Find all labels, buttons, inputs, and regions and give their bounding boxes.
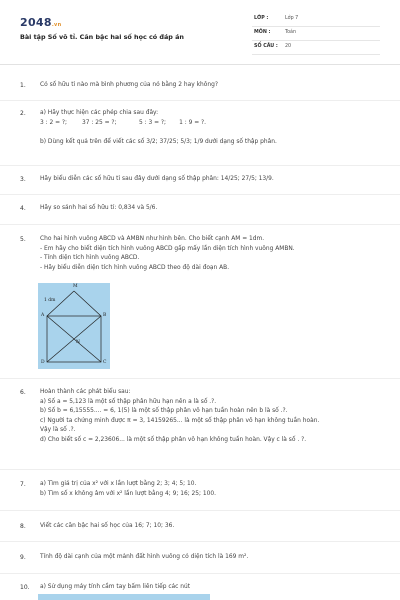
question-line: - Tính diện tích hình vuông ABCD.: [40, 255, 140, 261]
meta-value: Lớp 7: [285, 16, 299, 21]
logo-suffix: .vn: [51, 22, 62, 28]
meta-table: [252, 13, 380, 55]
divider: [0, 165, 400, 166]
question-line: Viết các căn bậc hai số học của 16; 7; 10; 36.: [40, 523, 175, 529]
question-line: d) Cho biết số c = 2,23606... là một số thập phân vô hạn không tuần hoàn. Vậy c là số . ?.: [40, 436, 307, 443]
header-divider: [0, 64, 400, 65]
question-number: 8.: [20, 523, 26, 530]
question-line: Vậy là số .?.: [40, 427, 76, 433]
question-line: [40, 129, 385, 139]
calculator-image-strip: [38, 594, 210, 600]
divider: [0, 541, 400, 542]
question-number: 9.: [20, 554, 26, 561]
divider: [0, 378, 400, 379]
meta-value: Toán: [285, 30, 297, 35]
question-number: 4.: [20, 205, 26, 212]
question-number: 1.: [20, 82, 26, 89]
question-number: 7.: [20, 481, 26, 488]
segment-mb: [74, 291, 101, 316]
document-title: Bài tập Số vô tỉ. Căn bậc hai số học có đáp án: [20, 33, 184, 41]
question-line: 3 : 2 = ?; 37 : 25 = ?; 5 : 3 = ?; 1 : 9 = ?.: [40, 119, 207, 126]
label-d: D: [41, 360, 45, 365]
meta-key: SỐ CÂU :: [254, 44, 278, 49]
question-line: Hãy biểu diễn các số hữu tỉ sau đây dưới dạng số thập phân: 14/25; 27/5; 13/9.: [40, 176, 274, 182]
meta-value: 20: [285, 44, 292, 49]
divider: [0, 100, 400, 101]
divider: [0, 469, 400, 470]
square-diagram: [38, 283, 110, 369]
question-line: c) Người ta chứng minh được π = 3, 14159265... là một số thập phân vô hạn không tuần hoàn.: [40, 417, 320, 424]
question-line: a) Số a = 5,123 là một số thập phân hữu hạn nên a là số .?.: [40, 398, 217, 405]
divider: [0, 194, 400, 195]
meta-key: MÔN :: [254, 30, 271, 35]
divider: [0, 510, 400, 511]
meta-row-subject: [252, 27, 380, 41]
question-line: b) Dùng kết quả trên để viết các số 3/2; 37/25; 5/3; 1/9 dưới dạng số thập phân.: [40, 138, 277, 145]
meta-row-class: [252, 13, 380, 27]
logo-text: 2048: [20, 16, 52, 29]
label-c: C: [103, 360, 107, 365]
question-number: 3.: [20, 176, 26, 183]
meta-row-count: [252, 41, 380, 55]
question-line: Hoàn thành các phát biểu sau:: [40, 389, 131, 395]
question-line: Cho hai hình vuông ABCD và AMBN như hình bên. Cho biết cạnh AM = 1dm.: [40, 236, 265, 242]
question-line: Có số hữu tỉ nào mà bình phương của nó bằng 2 hay không?: [40, 82, 218, 88]
question-line: Hãy so sánh hai số hữu tỉ: 0,834 và 5/6.: [40, 205, 158, 211]
label-m: M: [73, 284, 78, 289]
meta-key: LỚP :: [254, 16, 269, 21]
question-line: a) Hãy thực hiện các phép chia sau đây:: [40, 110, 159, 116]
label-a: A: [41, 313, 45, 318]
square-figure: [38, 283, 110, 369]
label-b: B: [103, 313, 107, 318]
question-line: a) Sử dụng máy tính cầm tay bấm liên tiếp các nút: [40, 584, 191, 590]
question-line: b) Tìm số x không âm với x² lần lượt bằng 4; 9; 16; 25; 100.: [40, 490, 217, 497]
site-logo[interactable]: [20, 16, 61, 31]
question-line: b) Số b = 6,15555.... = 6, 1(5) là một số thập phân vô hạn tuần hoàn nên b là số .?.: [40, 408, 288, 414]
question-line: - Hãy biểu diễn diện tích hình vuông ABCD theo độ dài đoạn AB.: [40, 264, 230, 271]
question-line: Tính độ dài cạnh của một mảnh đất hình vuông có diện tích là 169 m².: [40, 554, 249, 560]
question-number: 10.: [20, 584, 30, 591]
page-header: [0, 0, 400, 62]
label-n: N: [76, 340, 80, 345]
label-unit: 1 dm: [44, 298, 56, 303]
question-number: 6.: [20, 389, 26, 396]
divider: [0, 224, 400, 225]
question-number: 2.: [20, 110, 26, 117]
question-line: a) Tìm giá trị của x² với x lần lượt bằng 2; 3; 4; 5; 10.: [40, 481, 197, 487]
question-number: 5.: [20, 236, 26, 243]
question-line: - Em hãy cho biết diện tích hình vuông ABCD gấp mấy lần diện tích hình vuông AMBN.: [40, 245, 295, 252]
divider: [0, 573, 400, 574]
